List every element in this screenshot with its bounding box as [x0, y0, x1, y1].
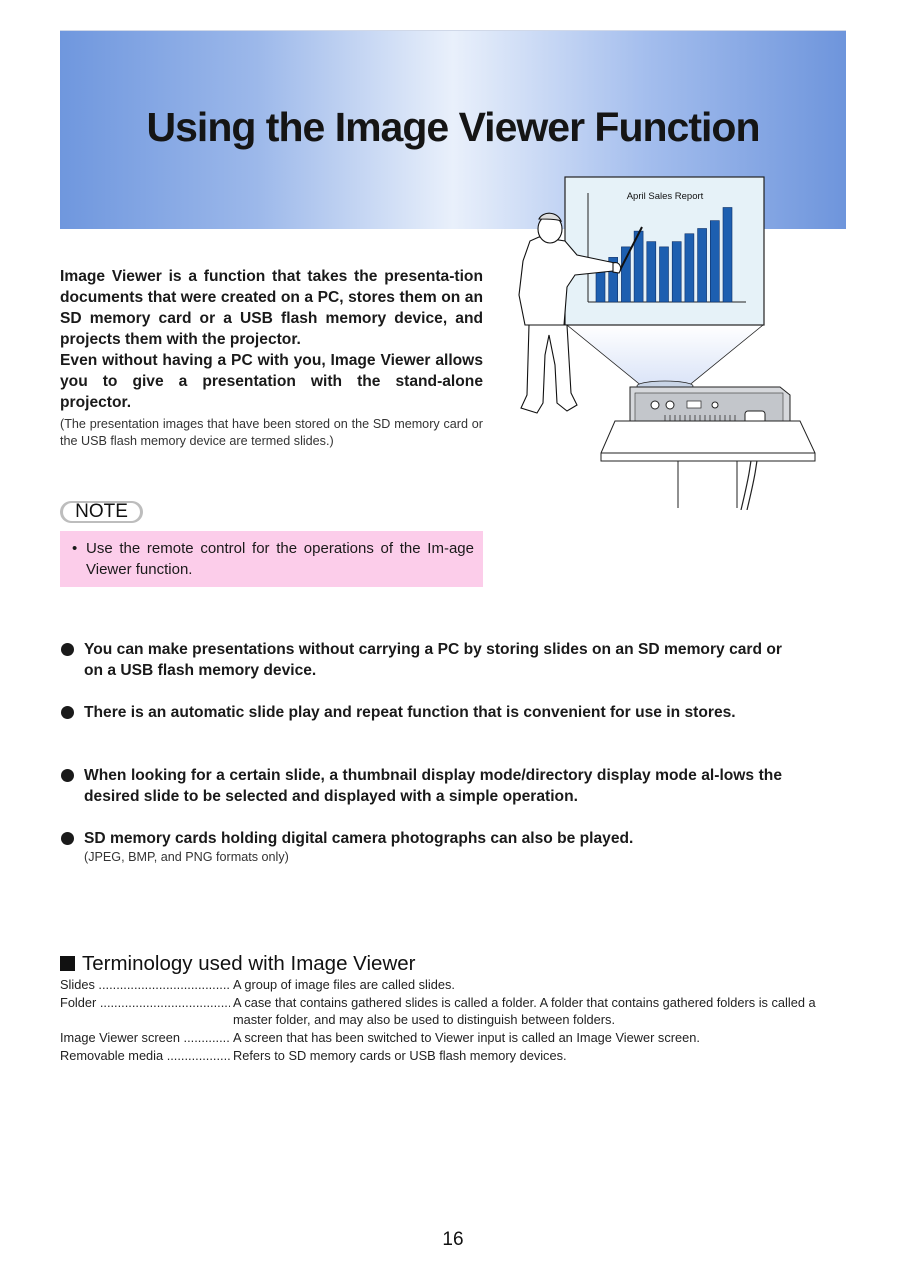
term-row: [60, 1029, 850, 1047]
note-item: [72, 538, 474, 580]
feature-item: [60, 702, 782, 723]
terminology-heading-text: Terminology used with Image Viewer: [82, 952, 416, 975]
screen-chart-bar: [710, 221, 719, 302]
terminology-heading: [60, 951, 415, 977]
feature-text: When looking for a certain slide, a thumbnail display mode/directory display mode al-lows the desired slide to be selected and displayed with a simple operation.: [84, 767, 782, 805]
feature-text: You can make presentations without carrying a PC by storing slides on an SD memory card or on a USB flash memory device.: [84, 641, 782, 679]
term-name: Removable media .....: [60, 1047, 230, 1065]
feature-text: SD memory cards holding digital camera photographs can also be played.: [84, 830, 634, 847]
screen-chart-bar: [647, 242, 656, 302]
term-definition: Refers to SD memory cards or USB flash memory devices.: [233, 1047, 567, 1063]
screen-title: April Sales Report: [626, 191, 704, 202]
note-box: [60, 531, 483, 587]
feature-item: [60, 639, 782, 681]
note-badge: [60, 501, 143, 523]
note-text: Use the remote control for the operations of the Im-age Viewer function.: [86, 540, 474, 578]
screen-chart-bar: [723, 208, 732, 303]
term-definition: A case that contains gathered slides is called a folder. A folder that contains gathered folders is called a master folder, and may also be used to distinguish between folders.: [233, 994, 816, 1028]
presentation-illustration: [515, 175, 820, 510]
feature-item: [60, 828, 782, 866]
page-title: Using the Image Viewer Function: [146, 104, 760, 150]
term-row: [60, 1047, 850, 1065]
intro-paragraph-2: Even without having a PC with you, Image Viewer allows you to give a presentation with the stand-alone projector.: [60, 352, 483, 411]
bullet-dot-icon: [61, 769, 74, 782]
term-name: Folder .....: [60, 994, 230, 1012]
screen-chart-bar: [621, 247, 630, 302]
note-badge-label: NOTE: [63, 503, 140, 521]
page-number: 16: [442, 1229, 464, 1250]
feature-subtext: (JPEG, BMP, and PNG formats only): [84, 850, 289, 864]
intro-slides-note: (The presentation images that have been stored on the SD memory card or the USB flash memory device are termed slides.): [60, 417, 483, 448]
terminology-list: [60, 976, 850, 1065]
square-bullet-icon: [60, 956, 75, 971]
screen-chart-bar: [672, 242, 681, 302]
term-row: [60, 976, 850, 994]
intro-paragraph-1: Image Viewer is a function that takes the presenta-tion documents that were created on a PC, stores them on an SD memory card or a USB flash memory device, and projects them with the projector.: [60, 268, 483, 348]
feature-text: There is an automatic slide play and repeat function that is convenient for use in stores.: [84, 704, 736, 721]
projector-light-beam: [567, 325, 763, 387]
intro-text: [60, 266, 483, 413]
term-definition: A group of image files are called slides.: [233, 977, 455, 992]
screen-chart-bar: [660, 247, 669, 302]
screen-chart-bar: [698, 229, 707, 303]
note-bullet: •: [72, 540, 78, 557]
screen-chart-bar: [685, 234, 694, 302]
term-definition: A screen that has been switched to Viewer input is called an Image Viewer screen.: [233, 1030, 700, 1046]
projector-table: [601, 421, 815, 508]
term-row: [60, 994, 850, 1029]
bullet-dot-icon: [61, 706, 74, 719]
term-name: Image Viewer screen .....: [60, 1029, 230, 1047]
bullet-dot-icon: [61, 643, 74, 656]
term-name: Slides .....: [60, 976, 230, 994]
feature-item: [60, 765, 782, 807]
bullet-dot-icon: [61, 832, 74, 845]
